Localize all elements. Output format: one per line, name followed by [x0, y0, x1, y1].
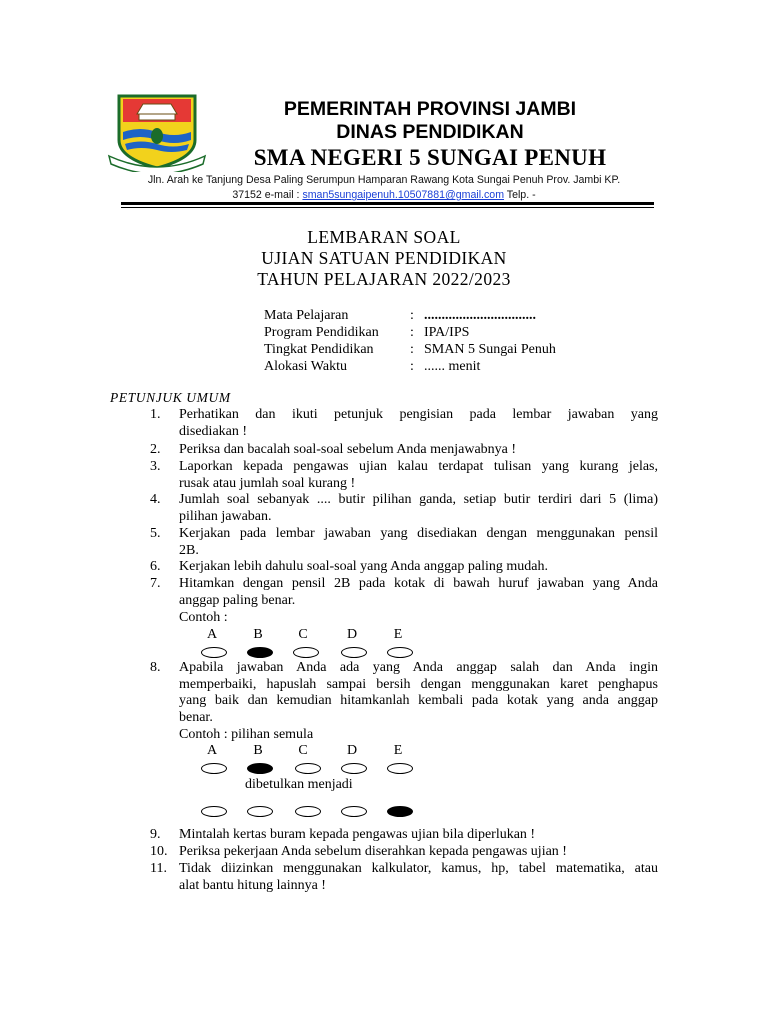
info-colon: : [410, 308, 414, 323]
info-colon: : [410, 359, 414, 374]
info-row-subject [264, 307, 556, 324]
item-number: 11. [150, 861, 167, 876]
answer-bubble-d [341, 763, 367, 774]
list-item [150, 827, 658, 844]
list-item [150, 492, 658, 525]
example2-label: Contoh : pilihan semula [179, 727, 314, 742]
info-colon: : [410, 342, 414, 357]
answer-bubble-a [201, 647, 227, 658]
choice-letter: E [393, 627, 403, 642]
item-text: Periksa dan bacalah soal-soal sebelum Anda menjawabnya ! [179, 442, 517, 457]
address-line: Jln. Arah ke Tanjung Desa Paling Serumpun Hamparan Rawang Kota Sungai Penuh Prov. Jambi KP. [147, 174, 621, 186]
item-text-cont: rusak atau jumlah soal kurang ! [179, 475, 356, 491]
choice-letter: C [298, 743, 308, 758]
info-row-duration [264, 358, 556, 375]
item-text: Hitamkan dengan pensil 2B pada kotak di bawah huruf jawaban yang Anda [179, 576, 658, 591]
header-rule-thick [121, 202, 654, 205]
item-number: 1. [150, 407, 161, 422]
answer-bubble-d [341, 647, 367, 658]
answer-bubble-c [293, 647, 319, 658]
item-text-cont: disediakan ! [179, 423, 248, 439]
header-address [110, 173, 658, 203]
info-value: ...... menit [424, 359, 481, 374]
list-item [150, 559, 658, 576]
info-colon: : [410, 325, 414, 340]
choice-letter: A [206, 627, 218, 642]
answer-bubble-b-filled [247, 763, 273, 774]
item-text-cont: memperbaiki, hapuslah sampai bersih dengan menggunakan karet penghapus [179, 676, 658, 692]
item-number: 6. [150, 559, 161, 574]
list-item [150, 660, 658, 726]
info-row-level [264, 341, 556, 358]
choice-letter: A [206, 743, 218, 758]
item-number: 9. [150, 827, 161, 842]
list-item [150, 844, 658, 861]
answer-bubble-b-filled [247, 647, 273, 658]
address-prefix: 37152 e-mail : [232, 189, 303, 201]
item-text-cont: anggap paling benar. [179, 592, 296, 608]
item-number: 8. [150, 660, 161, 675]
item-text: Laporkan kepada pengawas ujian kalau terdapat tulisan yang kurang jelas, [179, 459, 658, 474]
corrected-label: dibetulkan menjadi [245, 777, 353, 792]
list-item [150, 861, 658, 894]
item-text: Tidak diizinkan menggunakan kalkulator, kamus, hp, tabel matematika, atau [179, 861, 658, 876]
example1-letters [0, 627, 768, 644]
info-label: Alokasi Waktu [264, 359, 347, 374]
item-text-cont: 2B. [179, 542, 199, 558]
doc-title-line1: LEMBARAN SOAL [307, 227, 461, 247]
info-value: ................................ [424, 308, 536, 323]
item-number: 4. [150, 492, 161, 507]
item-text: Kerjakan lebih dahulu soal-soal yang Anda anggap paling mudah. [179, 559, 548, 574]
answer-bubble-c [295, 763, 321, 774]
list-item [150, 459, 658, 492]
item-text: Kerjakan pada lembar jawaban yang disediakan dengan menggunakan pensil [179, 526, 658, 541]
item-number: 5. [150, 526, 161, 541]
answer-bubble-a [201, 763, 227, 774]
item-text: Apabila jawaban Anda ada yang Anda anggap salah dan Anda ingin [179, 660, 658, 675]
item-number: 10. [150, 844, 168, 859]
address-contact [110, 188, 658, 203]
item-text-cont: benar. [179, 709, 213, 725]
item-text-cont: yang baik dan kemudian hitamkanlah kembali pada kotak yang anda anggap [179, 693, 658, 708]
info-value: SMAN 5 Sungai Penuh [424, 342, 556, 357]
doc-title-line2: UJIAN SATUAN PENDIDIKAN [261, 248, 507, 268]
choice-letter: D [346, 743, 358, 758]
info-row-program [264, 324, 556, 341]
example2-letters [0, 743, 768, 760]
example1-label: Contoh : [179, 610, 228, 625]
list-item [150, 526, 658, 559]
school-logo [107, 92, 207, 172]
exam-info [264, 307, 556, 375]
choice-letter: E [393, 743, 403, 758]
item-text: Jumlah soal sebanyak .... butir pilihan ganda, setiap butir terdiri dari 5 (lima) [179, 492, 658, 507]
header-rule-thin [121, 207, 654, 208]
email-link[interactable]: sman5sungaipenuh.10507881@gmail.com [302, 189, 505, 201]
info-label: Program Pendidikan [264, 325, 379, 340]
info-label: Tingkat Pendidikan [264, 342, 374, 357]
list-item [150, 407, 658, 440]
header-government: PEMERINTAH PROVINSI JAMBI [283, 98, 577, 120]
header-school-name: SMA NEGERI 5 SUNGAI PENUH [253, 145, 607, 170]
answer-bubble-d [341, 806, 367, 817]
item-number: 3. [150, 459, 161, 474]
instructions-heading: PETUNJUK UMUM [110, 390, 231, 405]
answer-bubble-a [201, 806, 227, 817]
choice-letter: D [346, 627, 358, 642]
item-text-cont: alat bantu hitung lainnya ! [179, 877, 326, 893]
choice-letter: C [298, 627, 308, 642]
answer-bubble-c [295, 806, 321, 817]
list-item [150, 576, 658, 609]
info-label: Mata Pelajaran [264, 308, 349, 323]
answer-bubble-e-filled [387, 806, 413, 817]
answer-bubble-e [387, 763, 413, 774]
info-value: IPA/IPS [424, 325, 470, 340]
item-number: 7. [150, 576, 161, 591]
answer-bubble-e [387, 647, 413, 658]
phone-text: Telp. - [504, 189, 536, 201]
list-item [150, 442, 658, 459]
choice-letter: B [253, 627, 263, 642]
item-text: Mintalah kertas buram kepada pengawas ujian bila diperlukan ! [179, 827, 536, 842]
answer-bubble-b [247, 806, 273, 817]
item-text: Periksa pekerjaan Anda sebelum diserahkan kepada pengawas ujian ! [179, 844, 567, 859]
header-department: DINAS PENDIDIKAN [336, 121, 524, 143]
item-text: Perhatikan dan ikuti petunjuk pengisian pada lembar jawaban yang [179, 407, 658, 422]
choice-letter: B [253, 743, 263, 758]
item-number: 2. [150, 442, 161, 457]
doc-title-line3: TAHUN PELAJARAN 2022/2023 [257, 269, 511, 289]
item-text-cont: pilihan jawaban. [179, 508, 272, 524]
